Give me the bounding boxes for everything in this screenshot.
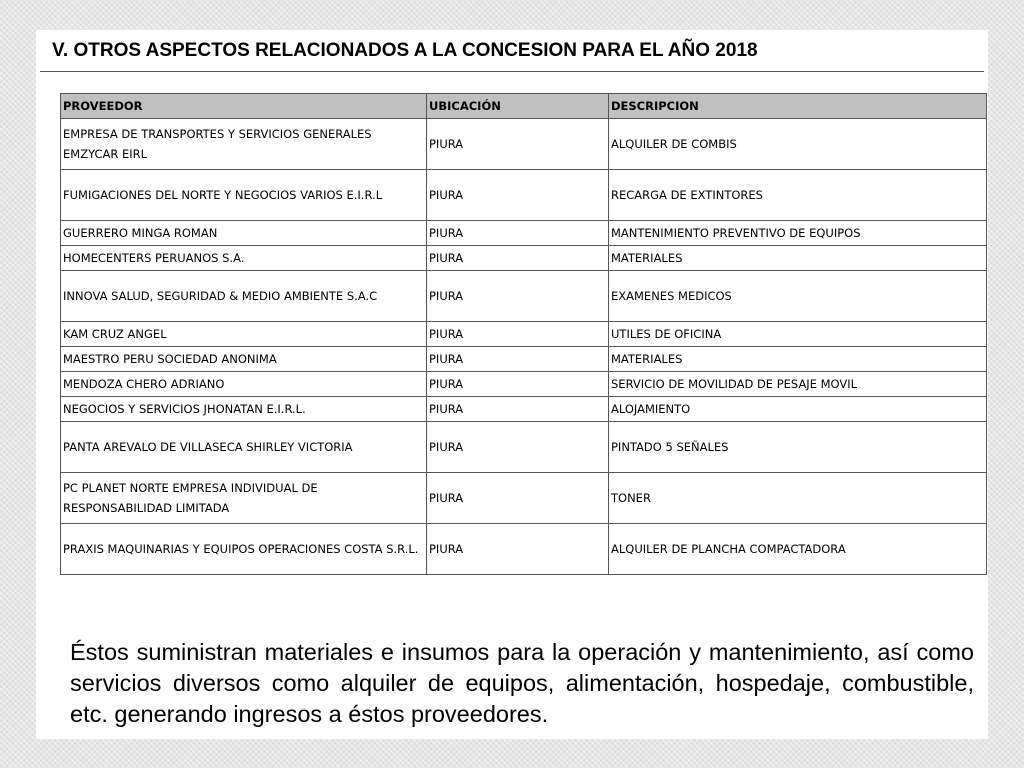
cell-proveedor: PRAXIS MAQUINARIAS Y EQUIPOS OPERACIONES COSTA S.R.L. (61, 524, 427, 575)
cell-proveedor: HOMECENTERS PERUANOS S.A. (61, 246, 427, 271)
cell-ubicacion: PIURA (427, 271, 609, 322)
cell-ubicacion: PIURA (427, 372, 609, 397)
cell-ubicacion: PIURA (427, 221, 609, 246)
cell-ubicacion: PIURA (427, 119, 609, 170)
cell-proveedor: EMPRESA DE TRANSPORTES Y SERVICIOS GENERALES EMZYCAR EIRL (61, 119, 427, 170)
cell-descripcion: ALOJAMIENTO (609, 397, 987, 422)
cell-ubicacion: PIURA (427, 347, 609, 372)
cell-descripcion: SERVICIO DE MOVILIDAD DE PESAJE MOVIL (609, 372, 987, 397)
suppliers-table (60, 93, 987, 575)
cell-descripcion: RECARGA DE EXTINTORES (609, 170, 987, 221)
cell-ubicacion: PIURA (427, 422, 609, 473)
table-row (61, 271, 987, 322)
header-ubicacion: UBICACIÓN (427, 94, 609, 119)
header-descripcion: DESCRIPCION (609, 94, 987, 119)
slide-title: V. OTROS ASPECTOS RELACIONADOS A LA CONCESION PARA EL AÑO 2018 (52, 40, 758, 61)
table-row (61, 397, 987, 422)
cell-descripcion: UTILES DE OFICINA (609, 322, 987, 347)
table-row (61, 422, 987, 473)
table-row (61, 473, 987, 524)
table-header-row (61, 94, 987, 119)
cell-proveedor: MAESTRO PERU SOCIEDAD ANONIMA (61, 347, 427, 372)
cell-descripcion: TONER (609, 473, 987, 524)
cell-proveedor: GUERRERO MINGA ROMAN (61, 221, 427, 246)
table-row (61, 347, 987, 372)
cell-descripcion: PINTADO 5 SEÑALES (609, 422, 987, 473)
cell-proveedor: MENDOZA CHERO ADRIANO (61, 372, 427, 397)
title-underline (40, 71, 984, 72)
cell-ubicacion: PIURA (427, 473, 609, 524)
slide (36, 30, 988, 739)
cell-descripcion: EXAMENES MEDICOS (609, 271, 987, 322)
cell-ubicacion: PIURA (427, 524, 609, 575)
cell-proveedor: INNOVA SALUD, SEGURIDAD & MEDIO AMBIENTE S.A.C (61, 271, 427, 322)
table-row (61, 221, 987, 246)
table-row (61, 246, 987, 271)
cell-ubicacion: PIURA (427, 170, 609, 221)
cell-descripcion: MATERIALES (609, 347, 987, 372)
cell-proveedor: NEGOCIOS Y SERVICIOS JHONATAN E.I.R.L. (61, 397, 427, 422)
summary-paragraph: Éstos suministran materiales e insumos para la operación y mantenimiento, así como servicios diversos como alquiler de equipos, alimentación, hospedaje, combustible, etc. generando ingresos a éstos proveedores. (70, 638, 974, 727)
cell-descripcion: MANTENIMIENTO PREVENTIVO DE EQUIPOS (609, 221, 987, 246)
cell-ubicacion: PIURA (427, 322, 609, 347)
header-proveedor: PROVEEDOR (61, 94, 427, 119)
cell-proveedor: FUMIGACIONES DEL NORTE Y NEGOCIOS VARIOS E.I.R.L (61, 170, 427, 221)
table-row (61, 322, 987, 347)
cell-descripcion: ALQUILER DE COMBIS (609, 119, 987, 170)
cell-ubicacion: PIURA (427, 397, 609, 422)
cell-descripcion: MATERIALES (609, 246, 987, 271)
table-row (61, 372, 987, 397)
table-row (61, 170, 987, 221)
cell-proveedor: PANTA AREVALO DE VILLASECA SHIRLEY VICTORIA (61, 422, 427, 473)
cell-proveedor: PC PLANET NORTE EMPRESA INDIVIDUAL DE RESPONSABILIDAD LIMITADA (61, 473, 427, 524)
cell-proveedor: KAM CRUZ ANGEL (61, 322, 427, 347)
table-row (61, 524, 987, 575)
table-row (61, 119, 987, 170)
cell-descripcion: ALQUILER DE PLANCHA COMPACTADORA (609, 524, 987, 575)
cell-ubicacion: PIURA (427, 246, 609, 271)
